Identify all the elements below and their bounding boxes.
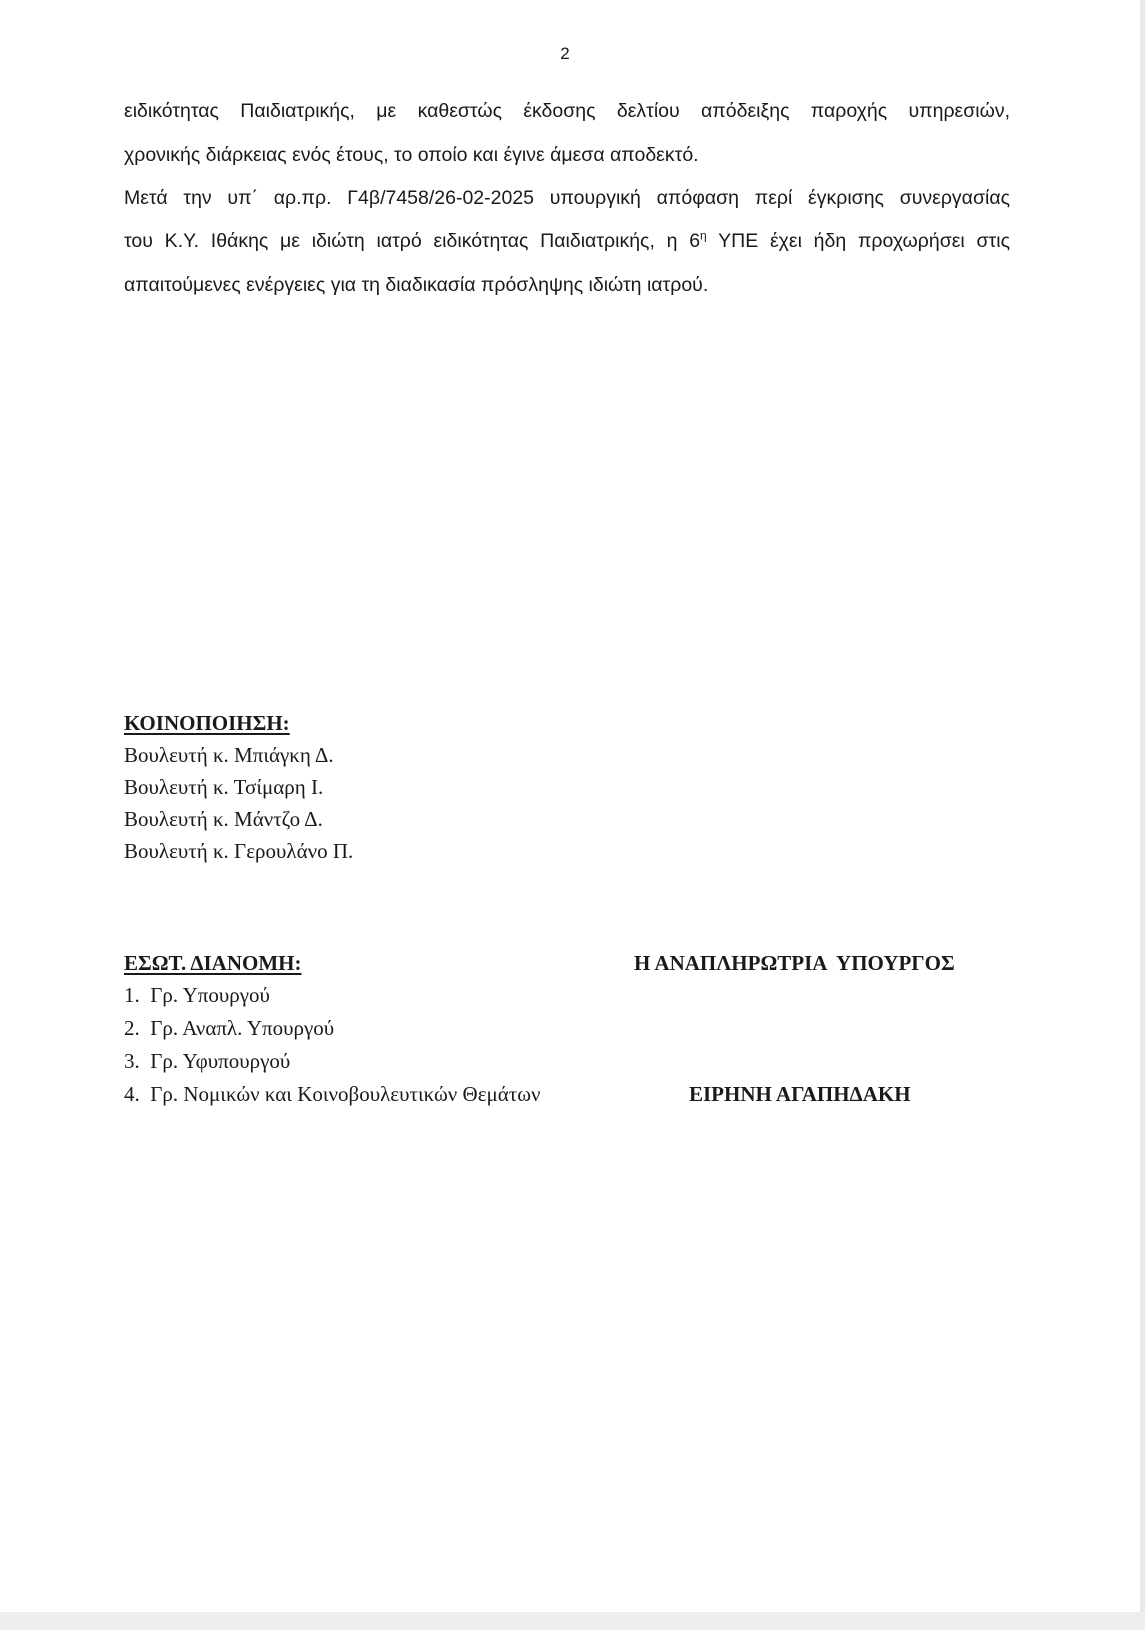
signature-name: ΕΙΡΗΝΗ ΑΓΑΠΗΔΑΚΗ [689,1082,911,1106]
koinopoiisi-item: Βουλευτή κ. Γερουλάνο Π. [124,839,354,863]
distribution-item: 3. Γρ. Υφυπουργού [124,1049,291,1073]
page-number: 2 [560,44,570,63]
paragraph-line-2: χρονικής διάρκειας ενός έτους, το οποίο και έγινε άμεσα αποδεκτό. [124,144,699,166]
page-edge [1140,0,1145,1630]
koinopoiisi-item: Βουλευτή κ. Μπιάγκη Δ. [124,743,334,767]
signature-title: Η ΑΝΑΠΛΗΡΩΤΡΙΑ ΥΠΟΥΡΓΟΣ [634,951,955,975]
paragraph-line-5: απαιτούμενες ενέργειες για τη διαδικασία πρόσληψης ιδιώτη ιατρού. [124,274,709,296]
distribution-item: 2. Γρ. Αναπλ. Υπουργού [124,1016,335,1040]
koinopoiisi-item: Βουλευτή κ. Μάντζο Δ. [124,807,323,831]
koinopoiisi-item: Βουλευτή κ. Τσίμαρη Ι. [124,775,324,799]
paragraph-line-4 [124,230,1010,253]
distribution-item: 1. Γρ. Υπουργού [124,983,270,1007]
paragraph-line-1: ειδικότητας Παιδιατρικής, με καθεστώς έκδοσης δελτίου απόδειξης παροχής υπηρεσιών, [124,100,1010,122]
distribution-item: 4. Γρ. Νομικών και Κοινοβουλευτικών Θεμάτων [124,1082,541,1106]
paragraph-line-4-text-end: ΥΠΕ έχει ήδη προχωρήσει στις [706,230,1010,252]
paragraph-line-3: Μετά την υπ΄ αρ.πρ. Γ4β/7458/26-02-2025 υπουργική απόφαση περί έγκρισης συνεργασίας [124,187,1010,209]
koinopoiisi-heading: ΚΟΙΝΟΠΟΙΗΣΗ: [124,711,290,735]
paragraph-line-4-text: του Κ.Υ. Ιθάκης με ιδιώτη ιατρό ειδικότητας Παιδιατρικής, η 6 [124,230,701,252]
esot-dianomi-heading: ΕΣΩΤ. ΔΙΑΝΟΜΗ: [124,951,302,975]
ordinal-superscript: η [700,228,707,243]
page-edge [0,1612,1145,1630]
